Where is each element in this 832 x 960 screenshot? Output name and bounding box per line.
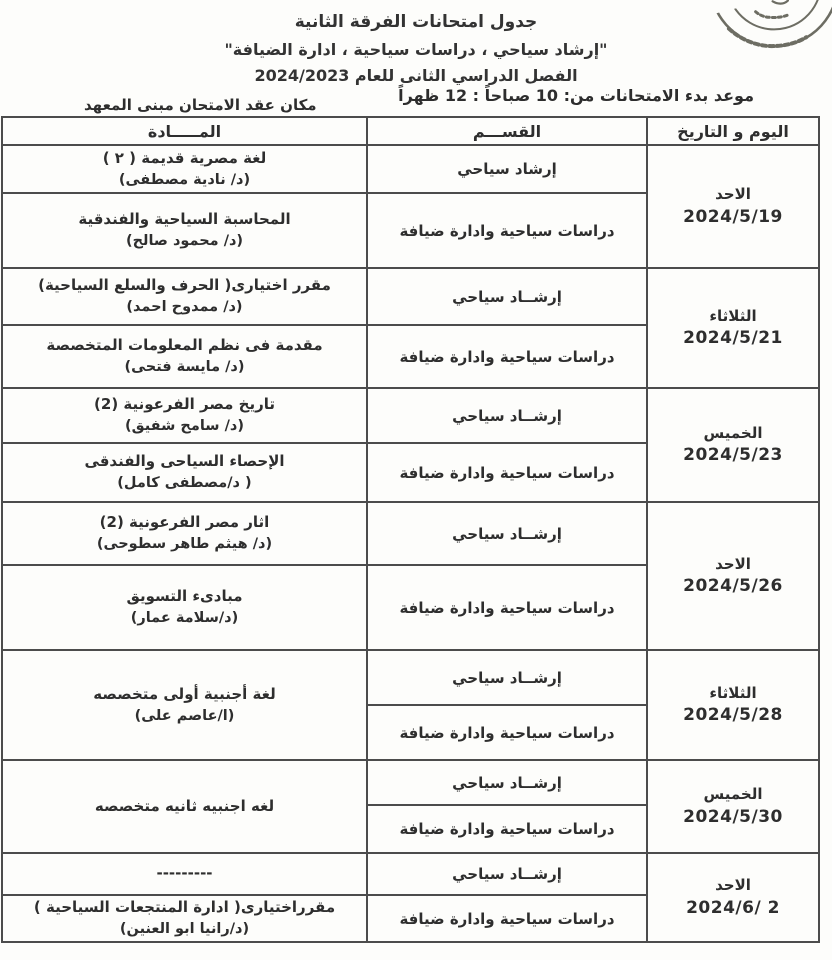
page-subtitle-departments: "إرشاد سياحي ، دراسات سياحية ، ادارة الضيافة" <box>224 40 608 59</box>
department-cell: دراسات سياحية وادارة ضيافة <box>367 565 647 650</box>
subject-cell <box>2 853 367 895</box>
subject-name: مقدمة فى نظم المعلومات المتخصصة <box>46 336 323 354</box>
instructor-name: ( د/مصطفى كامل) <box>117 475 252 492</box>
instructor-name: (د/ مايسة فتحى) <box>124 359 245 376</box>
subject-cell <box>2 193 367 268</box>
instructor-name: (د/ ممدوح احمد) <box>126 299 243 316</box>
subject-cell-merged <box>2 650 367 760</box>
date-value: 2024/5/28 <box>683 705 783 726</box>
subject-cell <box>2 268 367 325</box>
subject-name: لغة مصرية قديمة ( ٢ ) <box>102 148 267 167</box>
department-cell: دراسات سياحية وادارة ضيافة <box>367 895 647 942</box>
day-label: الثلاثاء <box>709 306 757 325</box>
date-value: 2024/6/ 2 <box>686 897 780 918</box>
day-label: الاحد <box>715 554 751 573</box>
column-header-date: اليوم و التاريخ <box>647 117 819 145</box>
exam-schedule-table <box>1 116 820 943</box>
date-cell <box>647 388 819 502</box>
subject-cell <box>2 443 367 502</box>
instructor-name: (د/ محمود صالح) <box>125 233 244 250</box>
table-row <box>2 268 819 325</box>
table-row <box>2 760 819 805</box>
table-row <box>2 388 819 443</box>
exam-place-note: مكان عقد الامتحان مبنى المعهد <box>84 96 317 114</box>
exam-time-note: موعد بدء الامتحانات من: 10 صباحاً : 12 ظهراً <box>398 86 754 105</box>
day-label: الاحد <box>715 185 751 204</box>
subject-cell <box>2 502 367 565</box>
subject-cell <box>2 145 367 193</box>
department-cell: دراسات سياحية وادارة ضيافة <box>367 705 647 760</box>
department-cell: دراسات سياحية وادارة ضيافة <box>367 443 647 502</box>
instructor-name: (ا/عاصم على) <box>134 707 235 724</box>
table-row <box>2 145 819 193</box>
table-row <box>2 502 819 565</box>
date-cell <box>647 502 819 650</box>
subject-cell <box>2 388 367 443</box>
subject-name: --------- <box>156 864 213 883</box>
instructor-name: (د/ نادية مصطفى) <box>118 171 251 188</box>
subject-name: اثار مصر الفرعونية (2) <box>99 513 270 531</box>
department-cell: إرشــاد سياحي <box>367 268 647 325</box>
subject-name: مقرر اختيارى( الحرف والسلع السياحية) <box>38 276 331 294</box>
subject-cell <box>2 565 367 650</box>
column-header-department: القســـم <box>367 117 647 145</box>
department-cell: إرشــاد سياحي <box>367 853 647 895</box>
instructor-name: (د/سلامة عمار) <box>130 610 239 627</box>
date-cell <box>647 650 819 760</box>
date-value: 2024/5/26 <box>683 576 783 597</box>
department-cell: دراسات سياحية وادارة ضيافة <box>367 193 647 268</box>
subject-cell <box>2 895 367 942</box>
table-header-row <box>2 117 819 145</box>
instructor-name: (د/ سامح شفيق) <box>125 418 244 435</box>
subject-cell-merged <box>2 760 367 853</box>
date-value: 2024/5/23 <box>683 445 783 466</box>
subject-name: الإحصاء السياحى والفندقى <box>84 452 285 470</box>
department-cell: إرشــاد سياحي <box>367 502 647 565</box>
department-cell: إرشــاد سياحي <box>367 760 647 805</box>
page-subtitle-semester: الفصل الدراسي الثانى للعام 2024/2023 <box>254 66 578 85</box>
table-row <box>2 853 819 895</box>
instructor-name: (د/ هيثم طاهر سطوحى) <box>96 536 273 553</box>
subject-name: لغه اجنبيه ثانيه متخصصه <box>94 796 275 815</box>
subject-name: مبادىء التسويق <box>126 587 243 605</box>
day-label: الخميس <box>703 423 763 442</box>
department-cell: دراسات سياحية وادارة ضيافة <box>367 805 647 853</box>
date-cell <box>647 853 819 942</box>
date-cell <box>647 145 819 268</box>
subject-name: المحاسبة السياحية والفندقية <box>78 210 291 228</box>
day-label: الثلاثاء <box>709 683 757 702</box>
subject-cell <box>2 325 367 388</box>
department-cell: إرشــاد سياحي <box>367 650 647 705</box>
date-cell <box>647 760 819 853</box>
subject-name: تاريخ مصر الفرعونية (2) <box>94 395 275 413</box>
column-header-subject: المـــــادة <box>2 117 367 145</box>
department-cell: دراسات سياحية وادارة ضيافة <box>367 325 647 388</box>
date-value: 2024/5/30 <box>683 806 783 827</box>
instructor-name: (د/رانيا ابو العنين) <box>119 921 250 938</box>
day-label: الخميس <box>703 785 763 804</box>
page-title: جدول امتحانات الفرقة الثانية <box>294 12 538 32</box>
date-cell <box>647 268 819 388</box>
department-cell: إرشــاد سياحي <box>367 388 647 443</box>
subject-name: مقرراختيارى( ادارة المنتجعات السياحية ) <box>33 898 336 916</box>
date-value: 2024/5/21 <box>683 328 783 349</box>
subject-name: لغة أجنبية أولى متخصصه <box>93 684 276 703</box>
day-label: الاحد <box>715 876 751 895</box>
department-cell: إرشاد سياحي <box>367 145 647 193</box>
date-value: 2024/5/19 <box>683 206 783 227</box>
table-row <box>2 650 819 705</box>
